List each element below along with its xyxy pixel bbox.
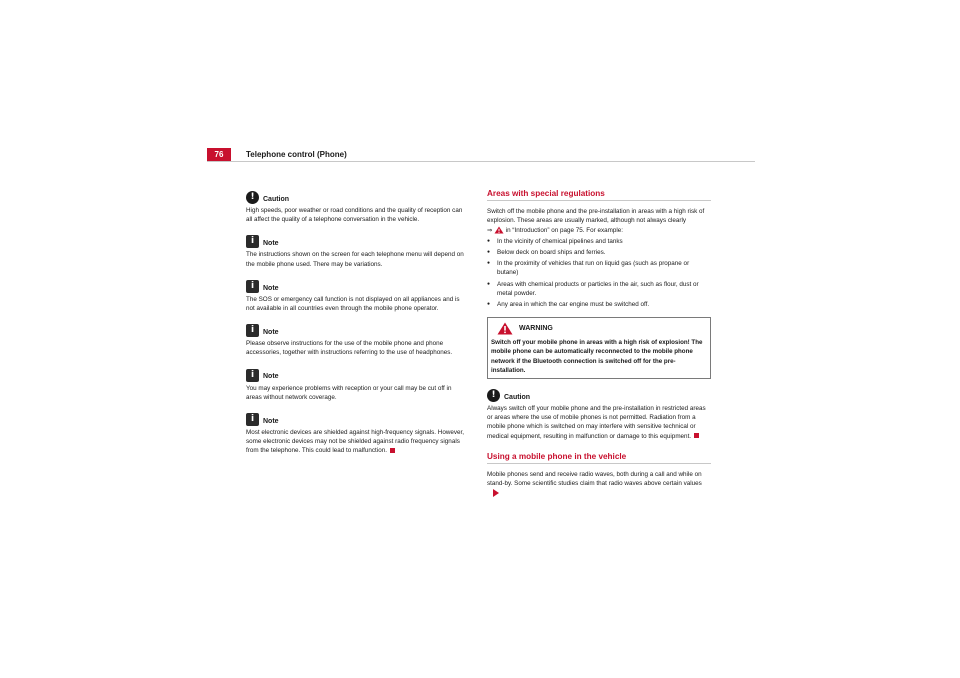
continued-arrow-icon (493, 489, 499, 497)
caution-heading (487, 389, 711, 402)
caution-text (487, 404, 711, 441)
section-text-content: Mobile phones send and receive radio waves, both during a call and while on stand-by. Some scientific studies claim that radio waves above certain values (487, 471, 702, 488)
caution-block (246, 191, 468, 224)
note-label: Note (263, 417, 279, 425)
section-text (487, 470, 711, 498)
note-label: Note (263, 329, 279, 337)
intro-text-a: Switch off the mobile phone and the pre-installation in areas with a high risk of explosion. These areas are usually marked, although not always clearly (487, 208, 705, 225)
caution-heading (246, 191, 468, 204)
list-item: ● In the vicinity of chemical pipelines and tanks (487, 237, 711, 246)
warning-text: Switch off your mobile phone in areas with a high risk of explosion! The mobile phone can be automatically reconnected to the mobile phone network if the Bluetooth connection is switched off for the pre-installation. (491, 339, 703, 374)
section-title-mobile-phone: Using a mobile phone in the vehicle (487, 452, 711, 464)
note-heading (246, 280, 468, 293)
list-item: ● Areas with chemical products or particles in the air, such as flour, dust or metal powder. (487, 280, 711, 298)
warning-box (487, 317, 711, 379)
note-block (246, 369, 468, 402)
right-column (487, 189, 711, 498)
note-info-icon: i (246, 413, 259, 426)
note-block (246, 235, 468, 268)
section-end-marker-icon (694, 433, 699, 438)
list-item: ● Any area in which the car engine must be switched off. (487, 300, 711, 309)
note-text-content: Most electronic devices are shielded against high-frequency signals. However, some electronic devices may not be shielded against radio frequency signals from the telephone. This could lead to malfunction. (246, 429, 465, 455)
header-rule (207, 161, 755, 162)
cross-ref-arrow: ⇒ (487, 226, 493, 234)
note-text: Please observe instructions for the use of the mobile phone and phone accessories, together with instructions referring to the use of headphones. (246, 340, 453, 357)
note-heading (246, 369, 468, 382)
caution-label: Caution (504, 393, 531, 401)
note-label: Note (263, 240, 279, 248)
note-text (246, 428, 468, 456)
note-block (246, 280, 468, 313)
caution-label: Caution (263, 195, 290, 203)
note-text: The instructions shown on the screen for each telephone menu will depend on the mobile phone used. There may be variations. (246, 251, 464, 268)
note-block (246, 324, 468, 357)
warning-triangle-icon (497, 322, 513, 335)
note-label: Note (263, 373, 279, 381)
caution-text: High speeds, poor weather or road conditions and the quality of reception can all affect the quality of a telephone conversation in the vehicle. (246, 207, 463, 224)
page-number: 76 (207, 148, 231, 162)
warning-heading (491, 322, 707, 335)
running-header: Telephone control (Phone) (246, 150, 347, 159)
note-info-icon: i (246, 280, 259, 293)
list-item: ● In the proximity of vehicles that run on liquid gas (such as propane or butane) (487, 259, 711, 277)
intro-text-b: in “Introduction” on page 75. For example: (505, 226, 624, 234)
note-info-icon: i (246, 369, 259, 382)
caution-block (487, 389, 711, 441)
caution-circle-icon: ! (487, 389, 500, 402)
bullet-list (487, 237, 711, 309)
left-column (246, 191, 468, 467)
warning-triangle-icon (494, 226, 504, 234)
note-heading (246, 324, 468, 337)
note-text: You may experience problems with reception or your call may be cut off in areas without network coverage. (246, 384, 452, 401)
section-title-special-regulations: Areas with special regulations (487, 189, 711, 201)
note-heading (246, 235, 468, 248)
list-item: ● Below deck on board ships and ferries. (487, 248, 711, 257)
note-heading (246, 413, 468, 426)
section-end-marker-icon (390, 448, 395, 453)
warning-label: WARNING (519, 325, 553, 333)
note-block (246, 413, 468, 456)
note-info-icon: i (246, 324, 259, 337)
note-info-icon: i (246, 235, 259, 248)
caution-circle-icon: ! (246, 191, 259, 204)
section-intro (487, 207, 711, 235)
caution-text-content: Always switch off your mobile phone and the pre-installation in restricted areas or areas where the use of mobile phones is not permitted. Radiation from a mobile phone which is switched on may interfere with sensitive technical or medical equipment, resulting in malfunction or damage to this equipment. (487, 405, 706, 440)
note-label: Note (263, 284, 279, 292)
note-text: The SOS or emergency call function is not displayed on all appliances and is not available in all countries even through the mobile phone operator. (246, 295, 460, 313)
